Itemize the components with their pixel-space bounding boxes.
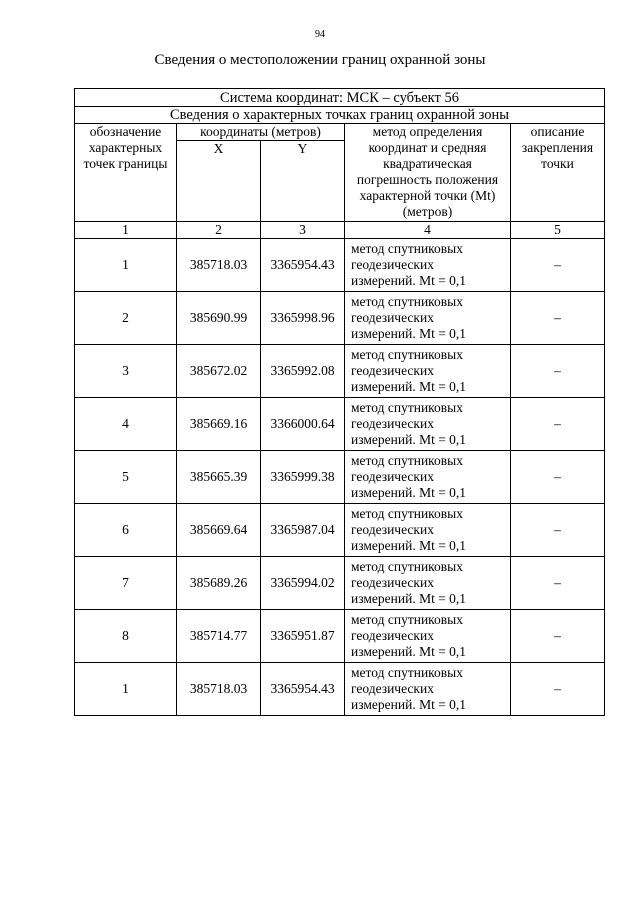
- method-line: геодезических: [351, 257, 434, 272]
- description-cell: –: [511, 239, 605, 292]
- description-cell: –: [511, 345, 605, 398]
- description-cell: –: [511, 451, 605, 504]
- document-title: Сведения о местоположении границ охранной зоны: [154, 52, 486, 68]
- table-row: [75, 504, 605, 557]
- method-line: метод спутниковых: [351, 400, 463, 415]
- page-number: 94: [315, 29, 325, 40]
- table-row: [75, 663, 605, 716]
- method-line: измерений. Mt = 0,1: [351, 379, 467, 394]
- method-cell: [345, 239, 511, 292]
- x-coordinate-cell: 385669.16: [177, 398, 261, 451]
- method-cell: [345, 398, 511, 451]
- method-line: измерений. Mt = 0,1: [351, 591, 467, 606]
- x-coordinate-cell: 385690.99: [177, 292, 261, 345]
- column-number: 3: [261, 222, 345, 239]
- method-line: метод спутниковых: [351, 241, 463, 256]
- method-line: геодезических: [351, 416, 434, 431]
- description-cell: –: [511, 398, 605, 451]
- method-line: метод спутниковых: [351, 506, 463, 521]
- y-coordinate-cell: 3366000.64: [261, 398, 345, 451]
- header-method: метод определения координат и средняя квадратическая погрешность положения характерной точки (Mt) (метров): [345, 124, 511, 222]
- info-cell: Сведения о характерных точках границ охранной зоны: [75, 107, 605, 124]
- method-cell: [345, 610, 511, 663]
- method-line: геодезических: [351, 310, 434, 325]
- header-point-designation: обозначение характерных точек границы: [75, 124, 177, 222]
- coordinate-system-row: [75, 89, 605, 107]
- y-coordinate-cell: 3365994.02: [261, 557, 345, 610]
- method-line: геодезических: [351, 469, 434, 484]
- method-line: измерений. Mt = 0,1: [351, 644, 467, 659]
- method-line: геодезических: [351, 628, 434, 643]
- y-coordinate-cell: 3365987.04: [261, 504, 345, 557]
- point-cell: 1: [75, 239, 177, 292]
- method-line: геодезических: [351, 575, 434, 590]
- header-y: Y: [261, 141, 345, 222]
- method-cell: [345, 345, 511, 398]
- method-cell: [345, 504, 511, 557]
- method-line: измерений. Mt = 0,1: [351, 326, 467, 341]
- description-cell: –: [511, 504, 605, 557]
- point-cell: 4: [75, 398, 177, 451]
- x-coordinate-cell: 385689.26: [177, 557, 261, 610]
- x-coordinate-cell: 385718.03: [177, 663, 261, 716]
- table-row: [75, 239, 605, 292]
- info-row: [75, 107, 605, 124]
- column-number: 5: [511, 222, 605, 239]
- method-line: измерений. Mt = 0,1: [351, 697, 467, 712]
- column-number: 1: [75, 222, 177, 239]
- method-line: геодезических: [351, 363, 434, 378]
- method-line: метод спутниковых: [351, 612, 463, 627]
- header-description: описание закрепления точки: [511, 124, 605, 222]
- y-coordinate-cell: 3365998.96: [261, 292, 345, 345]
- point-cell: 8: [75, 610, 177, 663]
- method-line: геодезических: [351, 522, 434, 537]
- table-row: [75, 557, 605, 610]
- method-cell: [345, 663, 511, 716]
- y-coordinate-cell: 3365999.38: [261, 451, 345, 504]
- x-coordinate-cell: 385669.64: [177, 504, 261, 557]
- x-coordinate-cell: 385714.77: [177, 610, 261, 663]
- description-cell: –: [511, 557, 605, 610]
- point-cell: 3: [75, 345, 177, 398]
- table-row: [75, 398, 605, 451]
- point-cell: 1: [75, 663, 177, 716]
- point-cell: 2: [75, 292, 177, 345]
- table-row: [75, 610, 605, 663]
- method-line: метод спутниковых: [351, 294, 463, 309]
- y-coordinate-cell: 3365954.43: [261, 239, 345, 292]
- x-coordinate-cell: 385672.02: [177, 345, 261, 398]
- column-number: 2: [177, 222, 261, 239]
- method-line: геодезических: [351, 681, 434, 696]
- method-line: метод спутниковых: [351, 665, 463, 680]
- y-coordinate-cell: 3365992.08: [261, 345, 345, 398]
- description-cell: –: [511, 663, 605, 716]
- header-row: [75, 124, 605, 141]
- column-number: 4: [345, 222, 511, 239]
- method-line: измерений. Mt = 0,1: [351, 273, 467, 288]
- coordinate-system-cell: Система координат: МСК – субъект 56: [75, 89, 605, 107]
- point-cell: 6: [75, 504, 177, 557]
- method-line: измерений. Mt = 0,1: [351, 538, 467, 553]
- method-cell: [345, 451, 511, 504]
- table-row: [75, 451, 605, 504]
- header-x: X: [177, 141, 261, 222]
- point-cell: 5: [75, 451, 177, 504]
- x-coordinate-cell: 385665.39: [177, 451, 261, 504]
- table-row: [75, 292, 605, 345]
- header-coordinates: координаты (метров): [177, 124, 345, 141]
- table-row: [75, 345, 605, 398]
- description-cell: –: [511, 610, 605, 663]
- method-cell: [345, 292, 511, 345]
- method-line: измерений. Mt = 0,1: [351, 432, 467, 447]
- x-coordinate-cell: 385718.03: [177, 239, 261, 292]
- method-line: метод спутниковых: [351, 347, 463, 362]
- y-coordinate-cell: 3365954.43: [261, 663, 345, 716]
- coordinates-table: [74, 88, 605, 716]
- description-cell: –: [511, 292, 605, 345]
- method-line: измерений. Mt = 0,1: [351, 485, 467, 500]
- method-cell: [345, 557, 511, 610]
- column-numbers-row: [75, 222, 605, 239]
- point-cell: 7: [75, 557, 177, 610]
- y-coordinate-cell: 3365951.87: [261, 610, 345, 663]
- method-line: метод спутниковых: [351, 453, 463, 468]
- method-line: метод спутниковых: [351, 559, 463, 574]
